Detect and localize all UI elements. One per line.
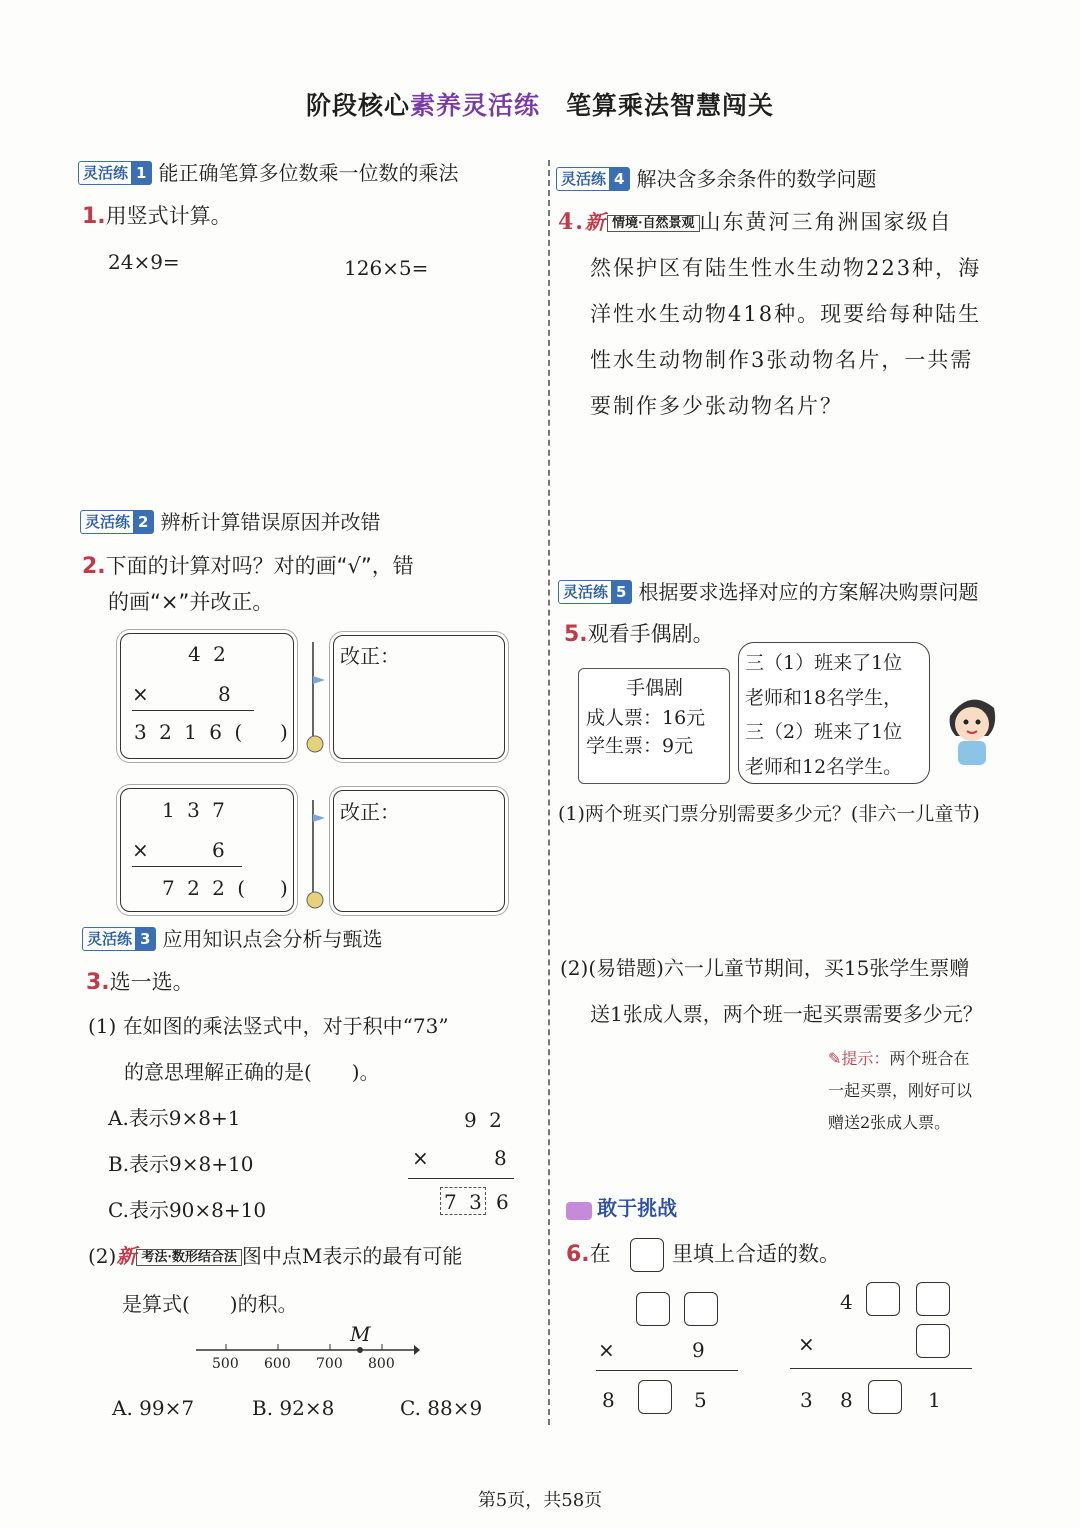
tick-label: 700 [316,1356,343,1372]
blank-box[interactable] [916,1324,950,1358]
hint-line1: ✎提示：两个班合在 [828,1049,970,1068]
q5-part2-line2: 送1张成人票，两个班一起买票需要多少元？ [590,1002,983,1026]
speech-line: 老师和18名学生， [745,687,903,709]
section-tag: 灵活练 1 [78,161,152,185]
fix-label: 改正： [340,800,400,824]
hint-icon: ✎ [828,1049,842,1068]
q3-calc-boxed: 7 3 [444,1190,485,1214]
question-3 [86,968,194,997]
q3-calc-factor: 8 [494,1146,507,1170]
section-4-heading [556,164,876,192]
signpost-icon [305,642,319,754]
times-sign: × [132,838,149,862]
q5-part1: (1)两个班买门票分别需要多少元？(非六一儿童节) [558,803,980,825]
q4-line: 要制作多少张动物名片？ [590,394,843,418]
times-sign: × [412,1146,429,1170]
question-1 [82,202,232,231]
times-sign: × [798,1332,815,1356]
blank-box[interactable] [636,1292,670,1326]
question-number: 4. [558,209,585,235]
challenge-heading [566,1192,677,1221]
q3-p2-option-b[interactable]: B. 92×8 [252,1396,335,1420]
q3-calc-last: 6 [496,1190,509,1214]
q6-left-digit: 8 [602,1388,615,1412]
q3-option-b[interactable]: B.表示9×8+10 [108,1152,254,1176]
calc-line [408,1178,514,1179]
calc1-answer-paren[interactable]: ) [280,720,288,744]
question-number: 1. [82,204,106,229]
signpost-icon [305,800,319,910]
times-sign: × [132,682,149,706]
hint-line2: 一起买票，刚好可以 [828,1081,973,1100]
speech-line: 老师和12名学生。 [745,756,903,778]
blank-box[interactable] [638,1380,672,1414]
challenge-icon [566,1202,592,1220]
q3-option-a[interactable]: A.表示9×8+1 [108,1106,241,1130]
hint-line3: 赠送2张成人票。 [828,1113,951,1132]
section-2-heading [80,507,380,535]
q6-right-digit: 4 [840,1290,853,1314]
q3-p2-option-c[interactable]: C. 88×9 [400,1396,483,1420]
column-divider [548,160,550,1425]
q6-right-digit: 3 [800,1388,813,1412]
calc2-answer-paren[interactable]: ) [280,876,288,900]
title-part1: 阶段核心 [305,91,410,120]
section-5-heading [558,577,978,605]
q1-expr-2: 126×5= [344,256,429,280]
section-3-text: 应用知识点会分析与甄选 [162,926,383,951]
question-2-line2: 的画“×”并改正。 [108,590,274,614]
tick-label: 500 [212,1356,239,1372]
section-tag: 灵活练 2 [80,510,154,534]
page-title [0,86,1080,122]
fix-label: 改正： [340,644,400,668]
question-text: 观看手偶剧。 [587,622,714,646]
q6-left-digit: 5 [694,1388,707,1412]
q4-line: 洋性水生动物418种。现要给每种陆生 [590,302,982,326]
q6-text: 里填上合适的数。 [672,1242,840,1266]
question-2 [82,552,414,581]
section-3-heading [82,924,382,952]
ticket-title: 手偶剧 [626,677,684,699]
q5-part2-line1: (2)(易错题)六一儿童节期间，买15张学生票赠 [560,956,970,980]
q4-line: 性水生动物制作3张动物名片，一共需 [590,348,974,372]
page-footer: 第5页，共58页 [477,1490,603,1511]
question-number: 3. [86,970,110,995]
calc2-factor: 6 [212,838,225,862]
speech-line: 三（2）班来了1位 [745,721,903,743]
section-4-text: 解决含多余条件的数学问题 [636,166,877,191]
calc1-top: 4 2 [188,642,229,666]
section-1-text: 能正确笔算多位数乘一位数的乘法 [158,160,459,185]
q3-part1-line2: 的意思理解正确的是( )。 [124,1060,380,1084]
q3-part1-line1: (1) 在如图的乘法竖式中，对于积中“73” [88,1014,449,1038]
method-badge: 考法·数形结合法 [136,1249,242,1266]
section-5-text: 根据要求选择对应的方案解决购票问题 [638,579,979,604]
question-5 [564,620,714,649]
question-number: 5. [564,622,588,647]
title-part3: 笔算乘法智慧闯关 [566,91,775,120]
calc-line [132,710,254,711]
point-m-label: M [350,1322,371,1346]
question-text: 选一选。 [109,970,194,994]
blank-box[interactable] [684,1292,718,1326]
q3-option-c[interactable]: C.表示90×8+10 [108,1198,267,1222]
q6-right-digit: 8 [840,1388,853,1412]
q4-line: 然保护区有陆生性水生动物223种，海 [590,256,982,280]
q3-calc-top: 9 2 [464,1108,505,1132]
blank-box[interactable] [868,1380,902,1414]
question-text: 下面的计算对吗？对的画“√”，错 [105,554,414,578]
calc2-top: 1 3 7 [162,798,228,822]
section-tag: 灵活练 3 [82,927,156,951]
blank-box-legend [630,1238,664,1272]
new-badge: 新 [116,1244,137,1268]
calc2-result: 7 2 2 ( [162,876,249,900]
blank-box[interactable] [916,1282,950,1316]
calc1-factor: 8 [218,682,231,706]
calc-line [132,866,242,867]
section-tag: 灵活练 4 [556,167,630,191]
tick-label: 800 [368,1356,395,1372]
question-6: 6.在 [566,1242,611,1267]
challenge-title: 敢于挑战 [597,1196,678,1220]
title-part2: 素养灵活练 [409,91,540,120]
question-4: 4.新 情境·自然景观 山东黄河三角洲国家级自 [558,209,953,235]
ticket-adult-price: 成人票：16元 [586,707,706,729]
tick-label: 600 [264,1356,291,1372]
times-sign: × [598,1338,615,1362]
speech-line: 三（1）班来了1位 [745,652,903,674]
question-number: 2. [82,554,106,579]
q1-expr-1: 24×9= [108,250,180,274]
calc1-result: 3 2 1 6 ( [134,720,246,744]
section-1-heading [78,158,458,186]
q3-part2-line2: 是算式( )的积。 [122,1292,298,1316]
section-tag: 灵活练 5 [558,580,632,604]
blank-box[interactable] [866,1282,900,1316]
calc-line [790,1368,972,1369]
new-badge: 新 [584,210,607,234]
q3-p2-option-a[interactable]: A. 99×7 [112,1396,195,1420]
boy-character-icon [940,686,1004,770]
ticket-student-price: 学生票：9元 [586,735,694,757]
q3-part2-line1: (2)新 考法·数形结合法 图中点M表示的最有可能 [88,1244,463,1268]
question-text: 用竖式计算。 [105,204,232,228]
q6-left-factor: 9 [692,1338,705,1362]
section-2-text: 辨析计算错误原因并改错 [160,509,381,534]
question-number: 6. [566,1242,590,1267]
calc-line [596,1370,738,1371]
q6-right-digit: 1 [928,1388,941,1412]
context-badge: 情境·自然景观 [607,215,700,232]
